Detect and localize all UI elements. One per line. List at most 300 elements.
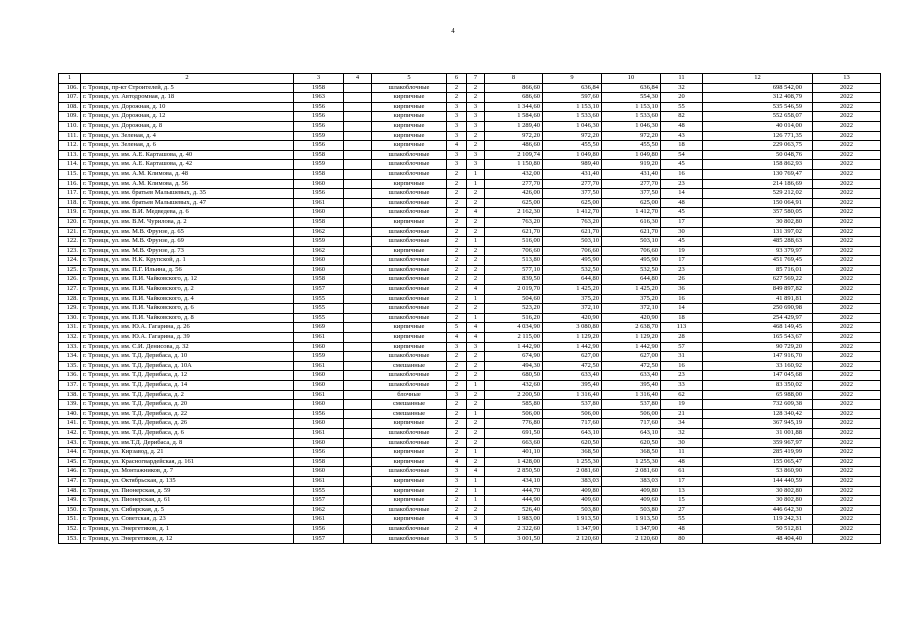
table-cell: 1956 [294, 189, 344, 199]
table-cell: г. Троицк, ул. им. П.И. Чайковского, д. 12 [81, 275, 294, 285]
table-cell: 2 [447, 256, 467, 266]
table-cell: кирпичные [372, 448, 447, 458]
table-cell: 1 344,60 [485, 102, 543, 112]
table-cell: г. Троицк, ул. Кирзавод, д. 21 [81, 448, 294, 458]
table-cell: 554,30 [602, 93, 661, 103]
table-cell: 2022 [813, 333, 881, 343]
table-cell: 763,20 [543, 217, 602, 227]
table-cell: г. Троицк, ул. Пионерская, д. 59 [81, 486, 294, 496]
table-cell: 2 [467, 505, 485, 515]
table-cell: 1960 [294, 342, 344, 352]
table-cell: 2 [447, 179, 467, 189]
table-cell: 432,60 [485, 381, 543, 391]
table-cell [344, 294, 372, 304]
table-cell [344, 102, 372, 112]
table-cell: 1 046,30 [602, 121, 661, 131]
table-cell: 1 046,30 [543, 121, 602, 131]
table-cell: 117. [59, 189, 81, 199]
table-cell: 357 580,05 [703, 208, 813, 218]
table-cell: 2 [447, 400, 467, 410]
table-cell [344, 496, 372, 506]
table-cell: 149. [59, 496, 81, 506]
table-cell: 532,50 [543, 265, 602, 275]
table-cell: 2 019,70 [485, 285, 543, 295]
table-cell: кирпичные [372, 323, 447, 333]
table-cell: 2 [467, 256, 485, 266]
table-cell: 23 [661, 179, 703, 189]
table-row [59, 93, 881, 103]
table-cell: 2022 [813, 505, 881, 515]
table-cell: г. Троицк, ул. Энергетиков, д. 1 [81, 524, 294, 534]
table-cell: 1 316,40 [543, 390, 602, 400]
table-cell: 113 [661, 323, 703, 333]
table-row [59, 381, 881, 391]
table-cell: 1961 [294, 428, 344, 438]
table-row [59, 102, 881, 112]
table-cell: 32 [661, 428, 703, 438]
table-row [59, 208, 881, 218]
table-cell: 706,60 [543, 246, 602, 256]
table-cell: 2 [467, 361, 485, 371]
table-cell: 1960 [294, 371, 344, 381]
table-row [59, 476, 881, 486]
table-cell: 2 [447, 237, 467, 247]
table-cell: 2022 [813, 486, 881, 496]
table-row [59, 524, 881, 534]
table-row [59, 534, 881, 544]
table-cell: 2022 [813, 102, 881, 112]
table-cell: 1 425,20 [602, 285, 661, 295]
table-cell: 2 [447, 198, 467, 208]
table-cell: 503,80 [602, 505, 661, 515]
table-cell: кирпичные [372, 112, 447, 122]
table-cell: 93 379,97 [703, 246, 813, 256]
table-row [59, 400, 881, 410]
table-cell [344, 265, 372, 275]
table-cell: 134. [59, 352, 81, 362]
table-cell: г. Троицк, ул. Советская, д. 23 [81, 515, 294, 525]
table-cell: 1 150,80 [485, 160, 543, 170]
table-cell: 643,10 [602, 428, 661, 438]
table-cell: 621,70 [602, 227, 661, 237]
table-cell: г. Троицк, пр-кт Строителей, д. 5 [81, 83, 294, 93]
table-cell: 33 160,92 [703, 361, 813, 371]
table-cell: 16 [661, 294, 703, 304]
table-cell: 45 [661, 208, 703, 218]
table-cell: 1 347,90 [602, 524, 661, 534]
table-cell: 3 [447, 534, 467, 544]
table-cell: 120. [59, 217, 81, 227]
table-cell: 663,60 [485, 438, 543, 448]
table-cell: 18 [661, 141, 703, 151]
table-cell: шлакоблочные [372, 150, 447, 160]
table-cell: 2 [467, 428, 485, 438]
table-cell: 4 [467, 467, 485, 477]
table-cell: 2 [447, 285, 467, 295]
table-cell [344, 246, 372, 256]
table-row [59, 275, 881, 285]
table-cell: 1960 [294, 400, 344, 410]
table-cell: 214 186,69 [703, 179, 813, 189]
table-cell: 124. [59, 256, 81, 266]
table-cell: 375,20 [602, 294, 661, 304]
table-row [59, 246, 881, 256]
table-cell: 526,40 [485, 505, 543, 515]
table-cell: г. Троицк, ул. Пионерская, д. 61 [81, 496, 294, 506]
table-cell: 2 200,50 [485, 390, 543, 400]
table-cell [344, 160, 372, 170]
table-cell: 1956 [294, 524, 344, 534]
table-cell: 866,60 [485, 83, 543, 93]
table-cell: г. Троицк, ул. им.Т.Д. Дерибаса, д. 8 [81, 438, 294, 448]
table-cell [344, 448, 372, 458]
table-cell [344, 83, 372, 93]
table-cell: г. Троицк, ул. им. Н.К. Крупской, д. 1 [81, 256, 294, 266]
table-cell: 2022 [813, 160, 881, 170]
table-cell: 444,70 [485, 486, 543, 496]
table-cell: шлакоблочные [372, 208, 447, 218]
table-cell: 577,10 [485, 265, 543, 275]
table-cell: 972,20 [602, 131, 661, 141]
table-cell: 1960 [294, 256, 344, 266]
table-cell: 2 638,70 [602, 323, 661, 333]
table-cell: 54 [661, 150, 703, 160]
table-cell: 2 [447, 419, 467, 429]
table-row [59, 83, 881, 93]
table-cell: 1 428,00 [485, 457, 543, 467]
table-cell: г. Троицк, ул. им. Т.Д. Дерибаса, д. 2 [81, 390, 294, 400]
table-cell: 2 115,00 [485, 333, 543, 343]
table-cell: 111. [59, 131, 81, 141]
table-cell: шлакоблочные [372, 227, 447, 237]
table-cell: 31 001,88 [703, 428, 813, 438]
table-cell: 33 [661, 381, 703, 391]
table-cell: 2022 [813, 237, 881, 247]
table-cell: г. Троицк, ул. им. Т.Д. Дерибаса, д. 10А [81, 361, 294, 371]
table-cell: шлакоблочные [372, 265, 447, 275]
table-cell: 3 [447, 342, 467, 352]
table-cell [344, 400, 372, 410]
table-cell: 420,90 [602, 313, 661, 323]
table-cell: 2 [467, 390, 485, 400]
table-cell: 48 [661, 457, 703, 467]
table-cell: 126. [59, 275, 81, 285]
table-cell: 1956 [294, 121, 344, 131]
table-cell: 1 347,90 [543, 524, 602, 534]
table-cell [344, 534, 372, 544]
table-cell [344, 438, 372, 448]
table-cell: 1 913,50 [543, 515, 602, 525]
table-cell: 732 609,38 [703, 400, 813, 410]
table-cell: кирпичные [372, 333, 447, 343]
table-cell: 48 [661, 198, 703, 208]
table-cell: 455,50 [602, 141, 661, 151]
table-cell: 2022 [813, 141, 881, 151]
table-cell: г. Троицк, ул. Дорожная, д. 12 [81, 112, 294, 122]
table-row [59, 150, 881, 160]
table-cell: 537,80 [543, 400, 602, 410]
table-cell: 19 [661, 400, 703, 410]
table-cell: г. Троицк, ул. им. Т.Д. Дерибаса, д. 12 [81, 371, 294, 381]
table-cell: 4 [447, 333, 467, 343]
table-cell: 1960 [294, 467, 344, 477]
table-cell: 139. [59, 400, 81, 410]
column-number-cell: 4 [344, 74, 372, 84]
table-cell: 1 442,90 [485, 342, 543, 352]
table-cell: 1 129,20 [602, 333, 661, 343]
table-cell: шлакоблочные [372, 534, 447, 544]
table-cell: 1959 [294, 131, 344, 141]
table-cell: 1956 [294, 448, 344, 458]
table-cell: 30 [661, 227, 703, 237]
table-cell: г. Троицк, ул. им. В.И. Медведева, д. 6 [81, 208, 294, 218]
table-cell: 3 [447, 390, 467, 400]
table-cell: 2 [467, 227, 485, 237]
table-cell [344, 419, 372, 429]
column-number-cell: 12 [703, 74, 813, 84]
table-cell: 1 412,70 [602, 208, 661, 218]
table-cell [344, 304, 372, 314]
table-cell: 126 771,35 [703, 131, 813, 141]
table-cell: 2 [467, 304, 485, 314]
table-cell: 55 [661, 102, 703, 112]
table-cell: 147 045,68 [703, 371, 813, 381]
table-cell: 132. [59, 333, 81, 343]
table-cell: 1958 [294, 83, 344, 93]
table-row [59, 515, 881, 525]
table-cell: 48 [661, 524, 703, 534]
table-cell: 80 [661, 534, 703, 544]
table-cell [344, 342, 372, 352]
table-cell: 2022 [813, 390, 881, 400]
table-row [59, 467, 881, 477]
table-cell: кирпичные [372, 131, 447, 141]
table-cell: 409,60 [602, 496, 661, 506]
table-cell: 3 [467, 342, 485, 352]
table-cell: 41 891,81 [703, 294, 813, 304]
table-cell: шлакоблочные [372, 428, 447, 438]
table-cell: 2022 [813, 476, 881, 486]
table-cell: г. Троицк, ул. им. А.М. Климова, д. 56 [81, 179, 294, 189]
table-cell: 2 [447, 428, 467, 438]
table-cell: 1 [467, 476, 485, 486]
table-cell: 254 429,97 [703, 313, 813, 323]
table-row [59, 121, 881, 131]
table-cell: 28 [661, 333, 703, 343]
table-cell: 2 850,50 [485, 467, 543, 477]
table-cell: 137. [59, 381, 81, 391]
table-cell: 13 [661, 486, 703, 496]
table-cell: 625,00 [543, 198, 602, 208]
table-cell: 3 [447, 476, 467, 486]
table-cell: шлакоблочные [372, 371, 447, 381]
table-cell: г. Троицк, ул. им. В.М. Чурилова, д. 2 [81, 217, 294, 227]
table-cell: 2 [467, 189, 485, 199]
table-row [59, 323, 881, 333]
table-cell: 1 412,70 [543, 208, 602, 218]
table-cell: 131. [59, 323, 81, 333]
table-cell: 625,00 [485, 198, 543, 208]
table-cell: 633,40 [602, 371, 661, 381]
housing-register-table [58, 73, 881, 544]
table-cell: г. Троицк, ул. им. Т.Д. Дерибаса, д. 26 [81, 419, 294, 429]
table-cell: 2022 [813, 448, 881, 458]
table-cell: 2022 [813, 323, 881, 333]
table-cell: 395,40 [602, 381, 661, 391]
table-cell: 513,80 [485, 256, 543, 266]
table-cell: 1959 [294, 160, 344, 170]
table-cell: 686,60 [485, 93, 543, 103]
table-cell: 2 [447, 361, 467, 371]
table-cell: 128. [59, 294, 81, 304]
table-cell: 1956 [294, 409, 344, 419]
table-cell: 503,80 [543, 505, 602, 515]
table-cell: 621,70 [485, 227, 543, 237]
table-cell: 627 569,22 [703, 275, 813, 285]
table-cell: 3 [467, 112, 485, 122]
table-cell: 776,80 [485, 419, 543, 429]
table-row [59, 304, 881, 314]
table-cell: г. Троицк, ул. Зеленая, д. 4 [81, 131, 294, 141]
table-cell: 2022 [813, 371, 881, 381]
table-cell: г. Троицк, ул. Дорожная, д. 8 [81, 121, 294, 131]
table-row [59, 256, 881, 266]
table-cell: 2022 [813, 256, 881, 266]
table-cell: 23 [661, 371, 703, 381]
table-cell: 368,50 [602, 448, 661, 458]
table-cell: шлакоблочные [372, 505, 447, 515]
table-cell: 383,03 [602, 476, 661, 486]
table-cell: 620,50 [543, 438, 602, 448]
table-cell: 2022 [813, 121, 881, 131]
table-cell: 2 [447, 169, 467, 179]
table-cell [344, 93, 372, 103]
column-number-cell: 8 [485, 74, 543, 84]
table-cell: 142. [59, 428, 81, 438]
table-cell: 140. [59, 409, 81, 419]
table-cell: 14 [661, 304, 703, 314]
table-cell [344, 428, 372, 438]
table-cell: 19 [661, 246, 703, 256]
table-cell: шлакоблочные [372, 256, 447, 266]
table-cell: 15 [661, 496, 703, 506]
table-cell: г. Троицк, ул. им. Т.Д. Дерибаса, д. 20 [81, 400, 294, 410]
table-cell: 1 153,10 [602, 102, 661, 112]
table-cell: 107. [59, 93, 81, 103]
table-cell: 147. [59, 476, 81, 486]
table-cell: 2022 [813, 352, 881, 362]
table-row [59, 141, 881, 151]
table-cell: 503,10 [543, 237, 602, 247]
table-cell: 1961 [294, 476, 344, 486]
table-cell: 1 [467, 448, 485, 458]
table-cell: 2 [467, 371, 485, 381]
table-cell: кирпичные [372, 93, 447, 103]
table-cell: 409,80 [602, 486, 661, 496]
table-cell [344, 390, 372, 400]
table-cell: г. Троицк, ул. Октябрьская, д. 135 [81, 476, 294, 486]
table-cell: 431,40 [602, 169, 661, 179]
table-cell: 585,80 [485, 400, 543, 410]
table-cell: 2 [447, 304, 467, 314]
table-cell: 3 [447, 112, 467, 122]
table-cell: 706,60 [602, 246, 661, 256]
table-cell: 2022 [813, 381, 881, 391]
table-cell: 535 546,59 [703, 102, 813, 112]
table-cell: 30 802,80 [703, 486, 813, 496]
column-number-cell: 10 [602, 74, 661, 84]
table-cell: 2 [447, 227, 467, 237]
column-number-cell: 3 [294, 74, 344, 84]
table-cell: 3 [467, 102, 485, 112]
table-cell: 444,90 [485, 496, 543, 506]
table-cell: 115. [59, 169, 81, 179]
table-cell: 229 063,75 [703, 141, 813, 151]
table-cell: 146. [59, 467, 81, 477]
table-cell: 1 153,10 [543, 102, 602, 112]
table-cell: 4 [467, 323, 485, 333]
table-cell: 1 255,30 [602, 457, 661, 467]
table-row [59, 457, 881, 467]
table-cell: 1 255,30 [543, 457, 602, 467]
table-cell: 50 048,76 [703, 150, 813, 160]
table-cell: г. Троицк, ул. Энергетиков, д. 12 [81, 534, 294, 544]
table-row [59, 237, 881, 247]
table-cell: 3 [467, 150, 485, 160]
table-cell: 1955 [294, 486, 344, 496]
table-cell [344, 198, 372, 208]
table-cell: 1960 [294, 208, 344, 218]
table-cell: 2 [447, 371, 467, 381]
table-cell: 2 [447, 217, 467, 227]
column-number-cell: 5 [372, 74, 447, 84]
table-cell [344, 131, 372, 141]
table-cell: 116. [59, 179, 81, 189]
table-cell: 2022 [813, 93, 881, 103]
table-cell: 636,84 [602, 83, 661, 93]
table-cell: 367 945,19 [703, 419, 813, 429]
table-cell: 26 [661, 275, 703, 285]
table-cell: кирпичные [372, 141, 447, 151]
table-cell: шлакоблочные [372, 352, 447, 362]
table-cell: 3 [447, 121, 467, 131]
table-cell [344, 121, 372, 131]
table-cell: 1960 [294, 438, 344, 448]
table-row [59, 179, 881, 189]
table-cell: 3 [467, 160, 485, 170]
table-row [59, 486, 881, 496]
table-cell: г. Троицк, ул. им. П.И. Чайковского, д. 8 [81, 313, 294, 323]
table-cell: 14 [661, 189, 703, 199]
table-cell [344, 409, 372, 419]
table-cell: 4 [447, 457, 467, 467]
table-cell: шлакоблочные [372, 237, 447, 247]
table-cell: 153. [59, 534, 81, 544]
table-cell: 2 120,60 [543, 534, 602, 544]
column-number-cell: 2 [81, 74, 294, 84]
table-cell: шлакоблочные [372, 169, 447, 179]
table-cell: шлакоблочные [372, 275, 447, 285]
table-cell: 5 [467, 534, 485, 544]
table-cell: 250 690,98 [703, 304, 813, 314]
table-cell: 1 [467, 294, 485, 304]
table-cell: 368,50 [543, 448, 602, 458]
table-cell: 2022 [813, 112, 881, 122]
table-cell: 3 [447, 131, 467, 141]
table-row [59, 198, 881, 208]
table-cell [344, 505, 372, 515]
table-cell: 383,03 [543, 476, 602, 486]
